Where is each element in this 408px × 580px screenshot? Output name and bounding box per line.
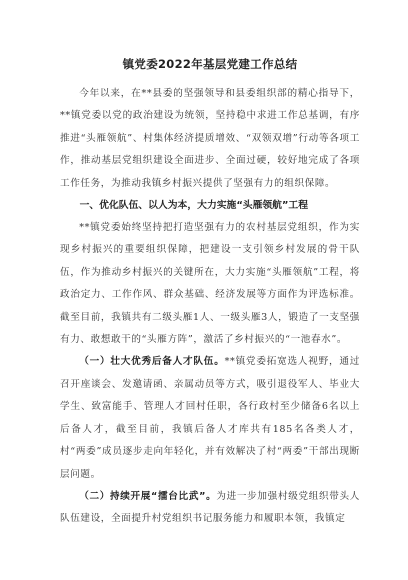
subsection-1-paragraph [60, 351, 360, 485]
intro-paragraph: 今年以来，在**县委的坚强领导和县委组织部的精心指导下，**镇党委以党的政治建设为统领，坚持稳中求进工作总基调，有序推进“头雁领航”、村集体经济提质增效、“双领双增”行动等各项工作，推动基层党组织建设全面进步、全面过硬，较好地完成了各项工作任务，为推动我镇乡村振兴提供了坚强有力的组织保障。 [60, 88, 360, 189]
section-heading-1: 一、优化队伍、以人为本，大力实施“头雁领航”工程 [79, 200, 309, 212]
document-page [60, 56, 360, 531]
subsection-2-body: 为进一步加强村级党组织带头人队伍建设，全面提升村党组织书记服务能力和履职本领，我镇定 [60, 490, 360, 525]
subsection-1-lead: （一）壮大优秀后备人才队伍。 [79, 356, 225, 368]
document-title: 镇党委2022年基层党建工作总结 [122, 57, 298, 71]
section-1-paragraph: **镇党委始终坚持把打造坚强有力的农村基层党组织，作为实现乡村振兴的重要组织保障，把建设一支引领乡村发展的骨干队伍，作为推动乡村振兴的关键所在，大力实施“头雁领航”工程，将政治定力、工作作风、群众基础、经济发展等方面作为评选标准。截至目前，我镇共有二级头雁1人、一级头雁3人，锻造了一支坚强有力、敢想敢干的“头雁方阵”，激活了乡村振兴的“一池春水”。 [60, 222, 360, 346]
subsection-2-lead: （二）持续开展“擂台比武”。 [79, 490, 217, 502]
subsection-1-body: **镇党委拓宽选人视野，通过召开座谈会、发邀请函、亲属动员等方式，吸引退役军人、毕业大学生、致富能手、管理人才回村任职，各行政村至少储备6名以上后备人才，截至目前，我镇后备人才库共有185名各类人才，村“两委”成员逐步走向年轻化，并有效解决了村“两委”干部出现断层问题。 [60, 356, 360, 480]
subsection-2-paragraph [60, 486, 360, 531]
